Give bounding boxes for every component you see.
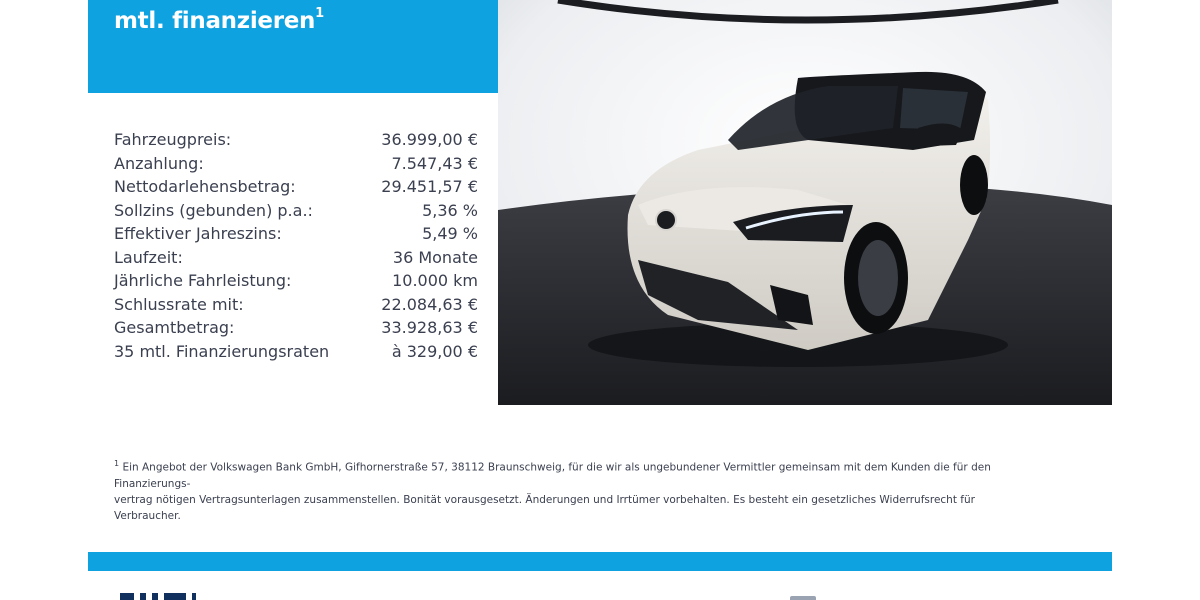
- brand-mark-partial: [790, 596, 816, 600]
- header-footnote-marker: 1: [315, 6, 324, 22]
- car-photo-icon: [498, 0, 1112, 405]
- finance-label: Schlussrate mit:: [114, 294, 244, 314]
- car-image: [498, 0, 1112, 405]
- footnote-marker: 1: [114, 459, 120, 468]
- finance-row: [114, 246, 478, 270]
- footnote-line-1: [114, 456, 1034, 492]
- bottom-accent-bar: [88, 552, 1112, 571]
- finance-value: 36.999,00 €: [381, 130, 478, 149]
- finance-label: 35 mtl. Finanzierungsraten: [114, 341, 330, 361]
- finance-label: Fahrzeugpreis:: [114, 130, 232, 149]
- finance-value: 36 Monate: [392, 247, 478, 267]
- header-banner: [88, 0, 498, 93]
- finance-value: 7.547,43 €: [391, 153, 478, 173]
- finance-label: Gesamtbetrag:: [114, 318, 235, 337]
- finance-row: [114, 340, 478, 364]
- finance-value: 22.084,63 €: [381, 294, 478, 314]
- finance-row: [114, 199, 478, 223]
- finance-label: Effektiver Jahreszins:: [114, 224, 282, 243]
- legal-footnote: [114, 456, 1034, 524]
- dealer-logo-partial: [120, 593, 240, 600]
- finance-row: [114, 128, 478, 152]
- finance-label: Jährliche Fahrleistung:: [114, 271, 292, 290]
- finance-label: Sollzins (gebunden) p.a.:: [114, 200, 313, 220]
- finance-value: 5,36 %: [422, 200, 478, 220]
- finance-value: 33.928,63 €: [381, 318, 478, 337]
- finance-row: [114, 152, 478, 176]
- finance-row: [114, 316, 478, 340]
- finance-value: 29.451,57 €: [381, 177, 478, 196]
- header-title-text: mtl. finanzieren: [114, 8, 316, 34]
- finance-value: à 329,00 €: [391, 341, 478, 361]
- finance-row: [114, 222, 478, 246]
- finance-value: 10.000 km: [392, 271, 478, 290]
- finance-table: [114, 128, 478, 363]
- finance-row: [114, 175, 478, 199]
- finance-label: Nettodarlehensbetrag:: [114, 177, 296, 196]
- header-title: [114, 8, 324, 34]
- finance-label: Anzahlung:: [114, 153, 204, 173]
- finance-label: Laufzeit:: [114, 247, 183, 267]
- finance-value: 5,49 %: [422, 224, 478, 243]
- footnote-text-1: Ein Angebot der Volkswagen Bank GmbH, Gifhornerstraße 57, 38112 Braunschweig, für die wir als ungebundener Vermittler gemeinsam mit dem Kunden die für den Finanzierungs-: [114, 461, 991, 490]
- footnote-line-2: vertrag nötigen Vertragsunterlagen zusammenstellen. Bonität vorausgesetzt. Änderungen und Irrtümer vorbehalten. Es besteht ein gesetzliches Widerrufsrecht für Verbraucher.: [114, 493, 975, 522]
- finance-row: [114, 293, 478, 317]
- finance-row: [114, 269, 478, 293]
